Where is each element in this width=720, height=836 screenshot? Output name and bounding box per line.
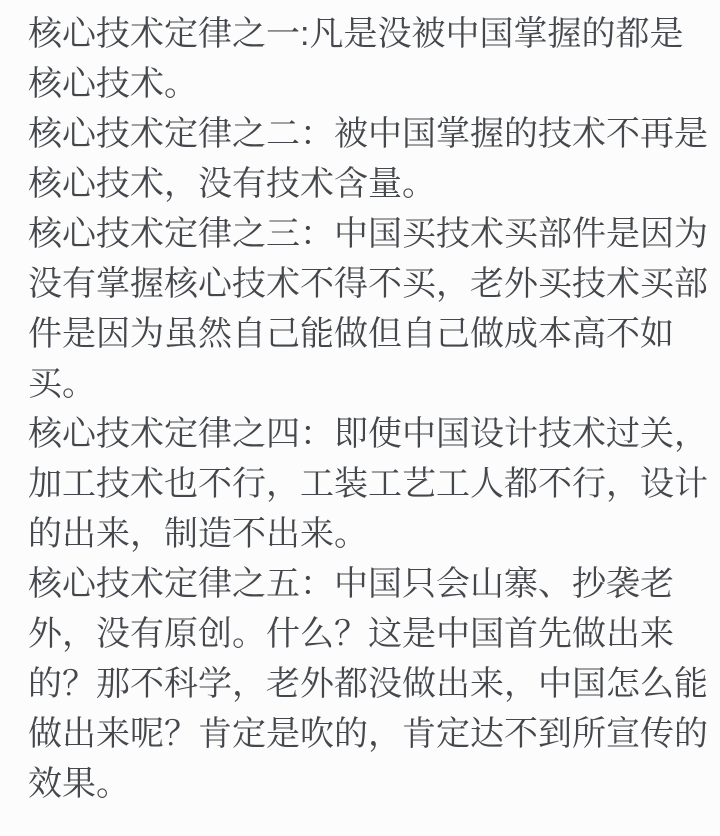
text-line: 的出来，制造不出来。	[28, 515, 368, 553]
text-line: 做出来呢？肯定是吹的，肯定达不到所宣传的	[28, 715, 708, 753]
paragraph-law-1	[28, 9, 710, 109]
text-line: 加工技术也不行，工装工艺工人都不行，设计	[28, 465, 708, 503]
text-line: 没有掌握核心技术不得不买，老外买技术买部	[28, 265, 708, 303]
paragraph-law-3	[28, 209, 710, 409]
text-line: 效果。	[28, 765, 130, 803]
text-line: 核心技术定律之四：即使中国设计技术过关，	[28, 415, 708, 453]
paragraph-law-2	[28, 109, 710, 209]
text-line: 核心技术定律之三：中国买技术买部件是因为	[28, 215, 708, 253]
text-line: 核心技术定律之二：被中国掌握的技术不再是	[28, 115, 708, 153]
text-line: 件是因为虽然自己能做但自己做成本高不如	[28, 315, 674, 353]
text-line: 核心技术定律之一:凡是没被中国掌握的都是	[28, 15, 684, 53]
text-line: 核心技术定律之五：中国只会山寨、抄袭老	[28, 565, 674, 603]
paragraph-law-5	[28, 559, 710, 809]
text-line: 核心技术，没有技术含量。	[28, 165, 436, 203]
text-line: 买。	[28, 365, 96, 403]
text-line: 核心技术。	[28, 65, 198, 103]
text-line: 的？那不科学，老外都没做出来，中国怎么能	[28, 665, 708, 703]
text-line: 外，没有原创。什么？这是中国首先做出来	[28, 615, 674, 653]
paragraph-law-4	[28, 409, 710, 559]
